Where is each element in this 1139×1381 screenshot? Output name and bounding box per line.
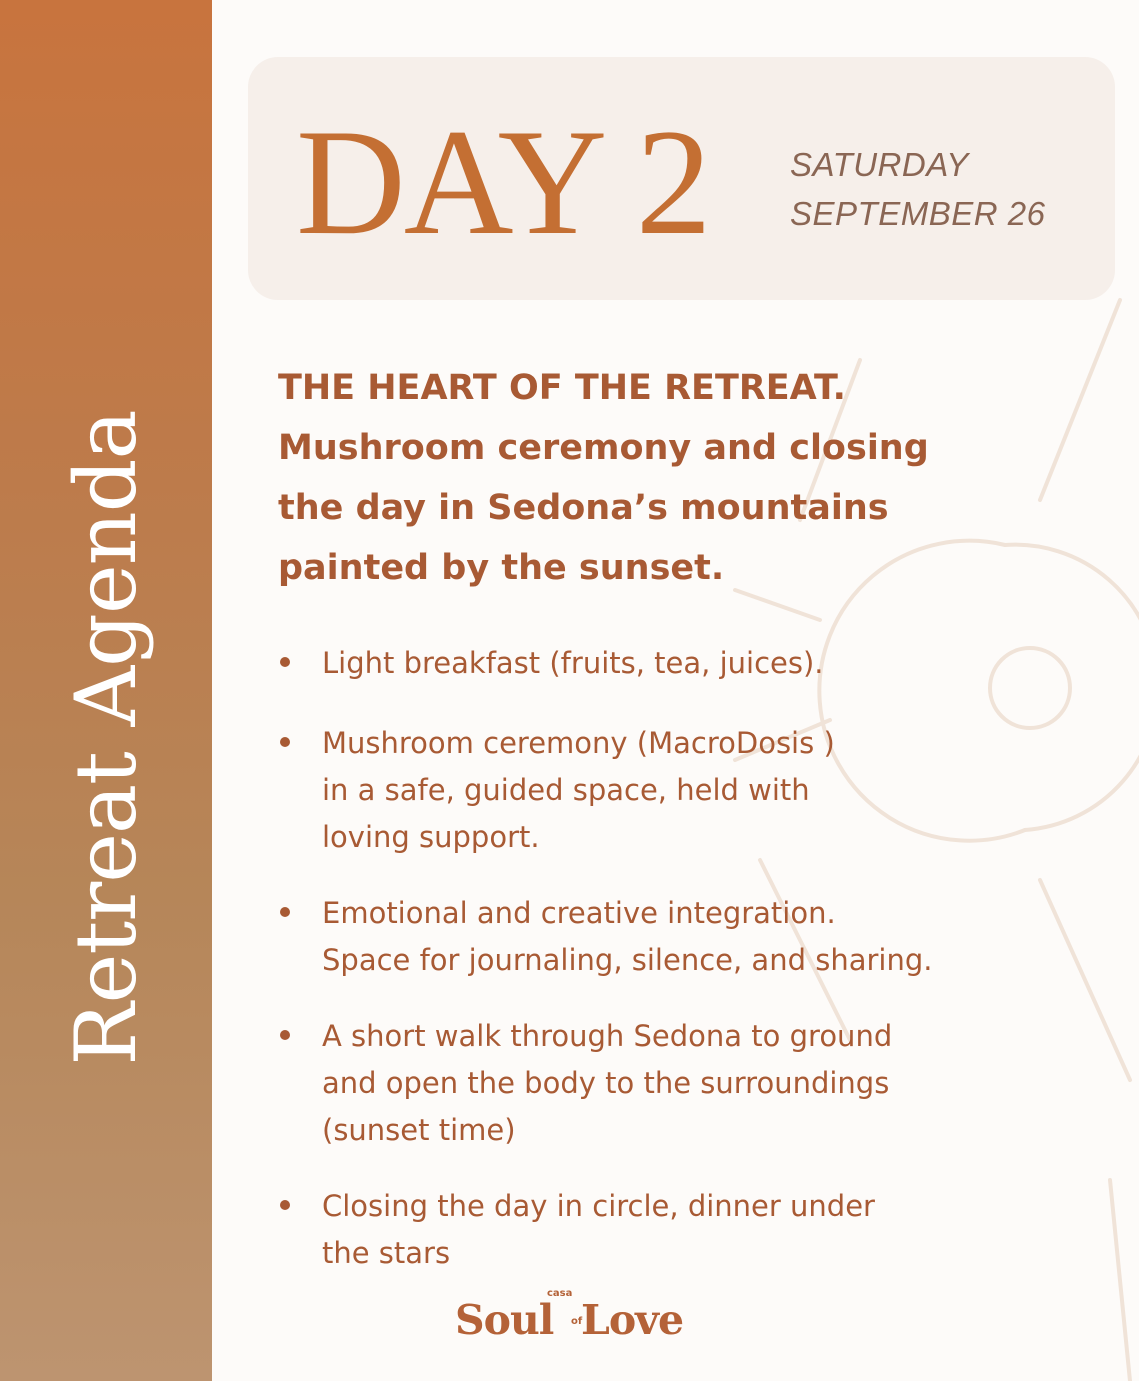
agenda-item	[280, 1013, 1000, 1154]
day-title: DAY 2	[296, 98, 710, 266]
agenda-item	[280, 890, 1000, 984]
bullet-icon	[280, 657, 290, 667]
agenda-item	[280, 720, 1000, 861]
logo-of: of	[571, 1316, 583, 1327]
agenda-item-text: Closing the day in circle, dinner under the stars	[322, 1189, 875, 1270]
bullet-icon	[280, 1200, 290, 1210]
headline-line: THE HEART OF THE RETREAT.	[278, 368, 846, 408]
sidebar-banner	[0, 0, 212, 1381]
headline-line: the day in Sedona’s mountains	[278, 488, 889, 528]
agenda-item	[280, 1183, 1000, 1277]
agenda-item-text: Emotional and creative integration. Space for journaling, silence, and sharing.	[322, 896, 933, 977]
agenda-item-text: Light breakfast (fruits, tea, juices).	[322, 646, 824, 680]
logo-soul: Soul	[455, 1296, 554, 1344]
logo-casa: casa	[547, 1288, 573, 1299]
headline	[278, 358, 998, 598]
brand-logo	[455, 1288, 705, 1348]
agenda-item	[280, 640, 1000, 687]
day-weekday: SATURDAY	[790, 146, 969, 183]
bullet-icon	[280, 907, 290, 917]
day-date: SEPTEMBER 26	[790, 195, 1046, 232]
bullet-icon	[280, 737, 290, 747]
headline-line: painted by the sunset.	[278, 548, 725, 588]
agenda-item-text: A short walk through Sedona to ground and open the body to the surroundings (sunset time)	[322, 1019, 893, 1147]
bullet-icon	[280, 1030, 290, 1040]
sidebar-title: Retreat Agenda	[57, 410, 155, 1066]
agenda-item-text: Mushroom ceremony (MacroDosis ) in a safe, guided space, held with loving support.	[322, 726, 835, 854]
logo-love: Love	[581, 1296, 684, 1344]
headline-line: Mushroom ceremony and closing	[278, 428, 929, 468]
agenda-list	[280, 640, 1000, 1277]
